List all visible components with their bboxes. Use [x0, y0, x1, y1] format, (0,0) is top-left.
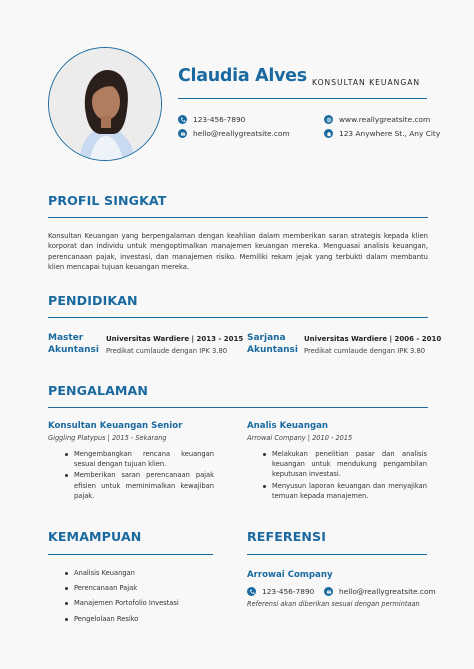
list-item: Perencanaan Pajak — [62, 583, 212, 593]
reference-email — [324, 587, 436, 596]
website-text: www.reallygreatsite.com — [339, 115, 431, 124]
email-text: hello@reallygreatsite.com — [193, 129, 290, 138]
education-heading: PENDIDIKAN — [48, 293, 138, 308]
reference-phone — [247, 587, 314, 596]
phone-icon — [178, 115, 187, 124]
candidate-name: Claudia Alves — [178, 66, 307, 86]
degree-2-line2: Akuntansi — [247, 345, 298, 355]
email-icon — [178, 129, 187, 138]
experience-bullets-2 — [260, 449, 427, 502]
experience-title-1: Konsultan Keuangan Senior — [48, 421, 183, 431]
address-text: 123 Anywhere St., Any City — [339, 129, 441, 138]
references-heading: REFERENSI — [247, 529, 327, 544]
experience-title-2: Analis Keuangan — [247, 421, 329, 431]
profile-divider — [48, 217, 428, 218]
experience-divider — [48, 407, 428, 408]
phone-icon — [247, 587, 256, 596]
degree-1-line1: Master — [48, 333, 84, 343]
portrait-image — [49, 48, 162, 161]
references-divider — [247, 554, 427, 555]
skills-list — [62, 568, 212, 629]
profile-text: Konsultan Keuangan yang berpengalaman dengan keahlian dalam memberikan saran strategis kepada klien korporat dan individu untuk mengoptimalkan manajemen keuangan mereka. Menguasai analisis keuangan, perencanaan pajak, investasi, dan manajemen risiko. Memiliki rekam jejak yang terbukti dalam membantu klien mencapai tujuan keuangan mereka. — [48, 232, 428, 272]
list-item: Menyusun laporan keuangan dan menyajikan temuan kepada manajemen. — [260, 481, 427, 501]
list-item: Memberikan saran perencanaan pajak efisien untuk meminimalkan kewajiban pajak. — [62, 470, 214, 501]
contact-website — [324, 115, 430, 124]
reference-company: Arrowai Company — [247, 570, 333, 580]
phone-text: 123-456-7890 — [193, 115, 246, 124]
list-item: Analisis Keuangan — [62, 568, 212, 578]
home-icon — [324, 129, 333, 138]
experience-bullets-1 — [62, 449, 214, 502]
experience-heading: PENGALAMAN — [48, 383, 149, 398]
degree-2-line1: Sarjana — [247, 333, 286, 343]
globe-icon — [324, 115, 333, 124]
skills-divider — [48, 554, 213, 555]
education-degree-1 — [48, 332, 99, 356]
contact-address — [324, 129, 440, 138]
list-item: Manajemen Portofolio Investasi — [62, 598, 212, 608]
email-icon — [324, 587, 333, 596]
list-item: Mengembangkan rencana keuangan sesuai dengan tujuan klien. — [62, 449, 214, 469]
degree-1-line2: Akuntansi — [48, 345, 99, 355]
education-school-1: Universitas Wardiere | 2013 - 2015 — [106, 335, 244, 343]
header-divider — [178, 98, 427, 99]
skills-heading: KEMAMPUAN — [48, 529, 142, 544]
list-item: Pengelolaan Resiko — [62, 614, 212, 624]
experience-company-2: Arrowai Company | 2010 - 2015 — [247, 434, 353, 442]
education-note-2: Predikat cumlaude dengan IPK 3.80 — [304, 347, 426, 355]
education-note-1: Predikat cumlaude dengan IPK 3.80 — [106, 347, 228, 355]
profile-heading: PROFIL SINGKAT — [48, 193, 167, 208]
profile-photo — [48, 47, 162, 161]
reference-note: Referensi akan diberikan sesuai dengan permintaan — [247, 600, 420, 608]
education-school-2: Universitas Wardiere | 2006 - 2010 — [304, 335, 442, 343]
experience-company-1: Giggling Platypus | 2015 - Sekarang — [48, 434, 167, 442]
education-degree-2 — [247, 332, 298, 356]
education-divider — [48, 317, 428, 318]
list-item: Melakukan penelitian pasar dan analisis keuangan untuk mendukung pengambilan keputusan investasi. — [260, 449, 427, 480]
contact-email — [178, 129, 290, 138]
reference-phone-text: 123-456-7890 — [262, 587, 315, 596]
job-title: KONSULTAN KEUANGAN — [312, 78, 421, 87]
reference-email-text: hello@reallygreatsite.com — [339, 587, 436, 596]
contact-phone — [178, 115, 245, 124]
